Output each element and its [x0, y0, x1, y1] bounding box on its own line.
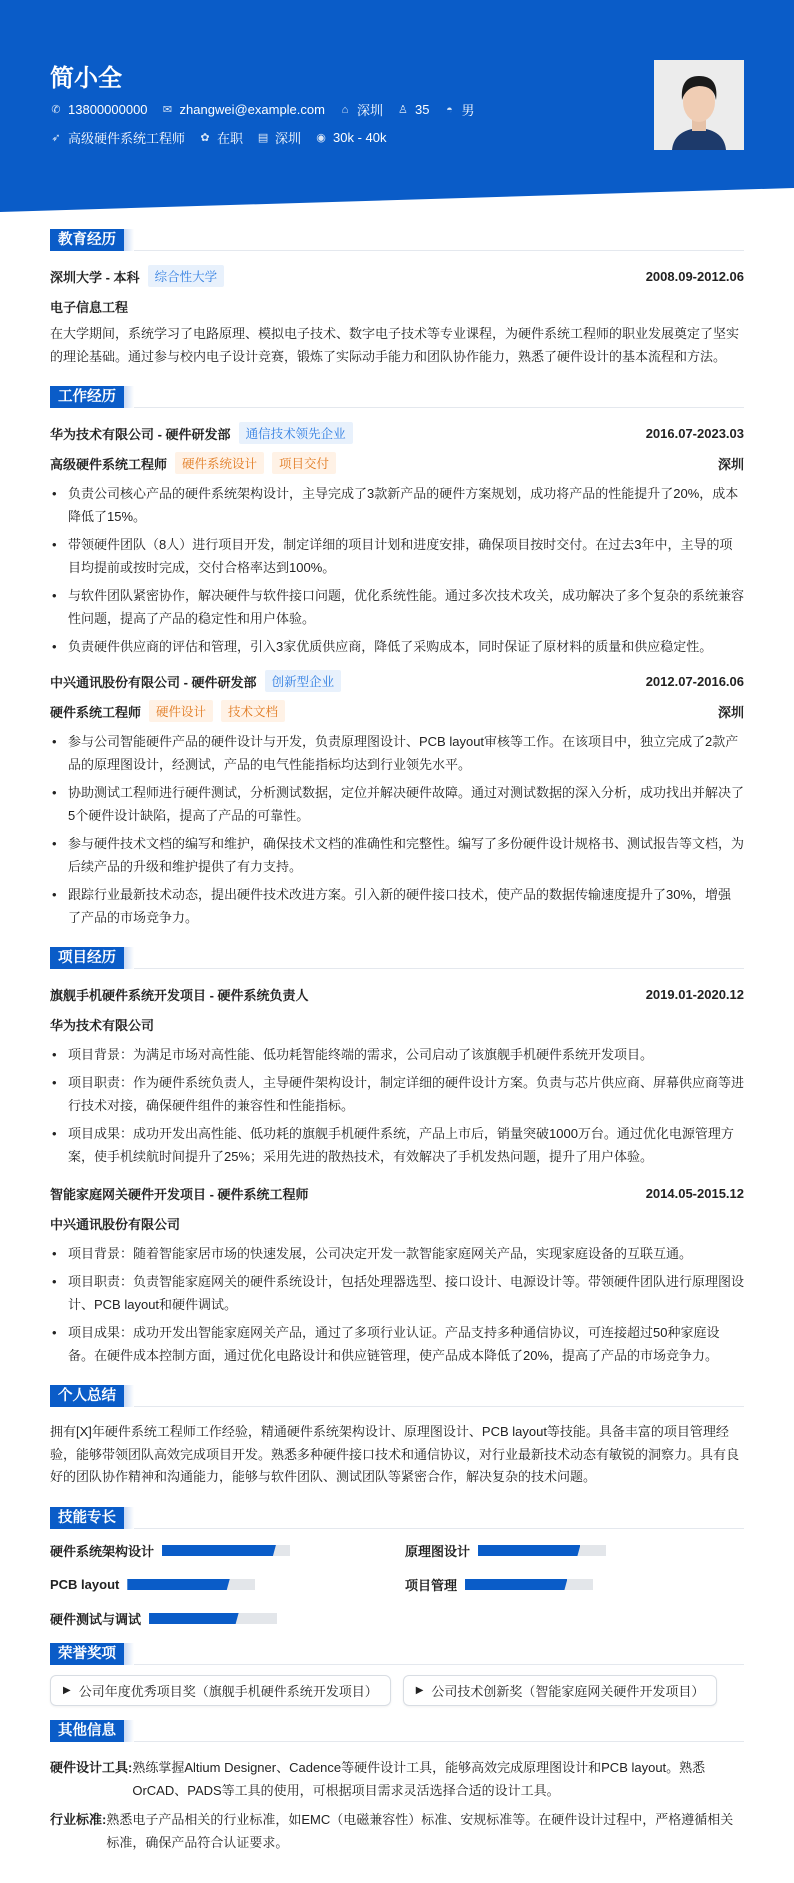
salary: 30k - 40k: [333, 130, 387, 145]
education-date: 2008.09-2012.06: [645, 268, 744, 284]
status: 在职: [217, 131, 244, 146]
education-header: [50, 261, 744, 291]
section-title: 其他信息: [50, 1720, 124, 1742]
bullet-item: • 项目职责：作为硬件系统负责人，主导硬件架构设计，制定详细的硬件设计方案。负责与芯片供应商、屏幕供应商等进行技术对接，确保硬件组件的兼容性和性能指标。: [50, 1071, 744, 1117]
project-company: 华为技术有限公司: [50, 1017, 155, 1033]
bullet-item: • 跟踪行业最新技术动态，提出硬件技术改进方案。引入新的硬件接口技术，使产品的数据传输速度提升了30%，增强了产品的市场竞争力。: [50, 883, 744, 929]
age-icon: ♙: [398, 104, 408, 116]
work-left: [50, 422, 353, 444]
bullet-item: • 协助测试工程师进行硬件测试，分析测试数据，定位并解决硬件故障。通过对测试数据的深入分析，成功找出并解决了5个硬件设计缺陷，提高了产品的可靠性。: [50, 781, 744, 827]
award-item: [403, 1675, 718, 1706]
building-icon: ▤: [257, 132, 269, 144]
skill-name: PCB layout: [50, 1577, 120, 1592]
bullet-item: • 负责硬件供应商的评估和管理，引入3家优质供应商，降低了采购成本，同时保证了原材料的质量和供应稳定性。: [50, 635, 744, 658]
job-title: 硬件系统工程师: [50, 704, 142, 720]
skill-tag: 项目交付: [272, 452, 336, 474]
bullet-item: • 带领硬件团队（8人）进行项目开发，制定详细的项目计划和进度安排，确保项目按时交付。在过去3年中，主导的项目均提前或按时完成，交付合格率达到100%。: [50, 533, 744, 579]
skill-tag: 硬件系统设计: [175, 452, 264, 474]
home-icon: ⌂: [341, 103, 349, 116]
bullet-item: • 项目职责：负责智能家庭网关的硬件系统设计，包括处理器选型、接口设计、电源设计等。带领硬件团队进行原理图设计、PCB layout和硬件调试。: [50, 1270, 744, 1316]
school-tag: 综合性大学: [148, 265, 225, 287]
bullet-item: • 项目背景：为满足市场对高性能、低功耗智能终端的需求，公司启动了该旗舰手机硬件系统开发项目。: [50, 1043, 744, 1066]
skill-tag: 技术文档: [221, 700, 285, 722]
other-label: 行业标准:: [50, 1811, 107, 1827]
gender: 男: [461, 103, 475, 118]
work-title-row: [50, 696, 744, 726]
section-title: 项目经历: [50, 947, 124, 969]
section-education: [50, 229, 744, 251]
bullet-item: • 参与公司智能硬件产品的硬件设计与开发，负责原理图设计、PCB layout审核等工作。在该项目中，独立完成了2款产品的原理图设计，经测试，产品的电气性能指标均达到行业领先水平。: [50, 730, 744, 776]
send-icon: ➶: [51, 132, 61, 144]
company-tag: 创新型企业: [265, 670, 342, 692]
triangle-right-icon: ▶: [63, 1684, 71, 1696]
work-title-row: [50, 448, 744, 478]
section-title: 个人总结: [50, 1385, 124, 1407]
contact-row: [50, 100, 474, 119]
bullet-item: • 负责公司核心产品的硬件系统架构设计，主导完成了3款新产品的硬件方案规划，成功将产品的性能提升了20%，成本降低了15%。: [50, 482, 744, 528]
project-date: 2019.01-2020.12: [645, 986, 744, 1002]
company: 中兴通讯股份有限公司 - 硬件研发部: [50, 674, 257, 690]
other-info-item: [50, 1756, 744, 1802]
bullet-item: • 项目背景：随着智能家居市场的快速发展，公司决定开发一款智能家庭网关产品，实现家庭设备的互联互通。: [50, 1242, 744, 1265]
skill-item: [50, 1609, 405, 1629]
company: 华为技术有限公司 - 硬件研发部: [50, 426, 231, 442]
company-tag: 通信技术领先企业: [239, 422, 353, 444]
gender-icon: ◓: [446, 103, 453, 116]
section-title: 技能专长: [50, 1507, 124, 1529]
candidate-name: 简小全: [50, 65, 122, 92]
work-title-left: [50, 700, 285, 722]
job-title: 高级硬件系统工程师: [50, 456, 168, 472]
other-value: 熟悉电子产品相关的行业标准，如EMC（电磁兼容性）标准、安规标准等。在硬件设计过程中，严格遵循相关标准，确保产品符合认证要求。: [106, 1811, 734, 1850]
section-projects: [50, 947, 744, 969]
skill-bar: [465, 1579, 593, 1590]
award-name: 公司年度优秀项目奖（旗舰手机硬件系统开发项目）: [78, 1683, 378, 1699]
work-date: 2012.07-2016.06: [645, 673, 744, 689]
work-date: 2016.07-2023.03: [645, 425, 744, 441]
project-entry: [50, 979, 744, 1168]
work-city: 深圳: [717, 456, 744, 472]
section-title: 荣誉奖项: [50, 1643, 124, 1665]
work-header: [50, 418, 744, 448]
skill-tag: 硬件设计: [149, 700, 213, 722]
project-bullets: [50, 1242, 744, 1367]
section-skills: [50, 1507, 744, 1529]
skill-bar-fill: [149, 1613, 239, 1624]
section-title: 教育经历: [50, 229, 124, 251]
work-entry: [50, 666, 744, 929]
skill-bar: [127, 1579, 255, 1590]
project-company: 中兴通讯股份有限公司: [50, 1216, 181, 1232]
section-awards: [50, 1643, 744, 1665]
project-bullets: [50, 1043, 744, 1168]
skill-name: 项目管理: [405, 1578, 458, 1593]
project-header: [50, 1178, 744, 1208]
project-name: 旗舰手机硬件系统开发项目 - 硬件系统负责人: [50, 987, 309, 1003]
work-title-left: [50, 452, 336, 474]
project-date: 2014.05-2015.12: [645, 1185, 744, 1201]
bullet-item: • 与软件团队紧密协作，解决硬件与软件接口问题，优化系统性能。通过多次技术攻关，成功解决了多个复杂的系统兼容性问题，提高了产品的稳定性和用户体验。: [50, 584, 744, 630]
mail-icon: ✉: [162, 104, 173, 116]
skill-bar-fill: [162, 1545, 276, 1556]
salary-icon: ◉: [316, 132, 326, 144]
skill-bar: [149, 1613, 277, 1624]
summary-text: 拥有[X]年硬件系统工程师工作经验，精通硬件系统架构设计、原理图设计、PCB layout等技能。具备丰富的项目管理经验，能够带领团队高效完成项目开发。熟悉多种硬件接口技术和通信协议，对行业最新技术动态有敏锐的洞察力。具有良好的团队协作精神和沟通能力，能够与软件团队、测试团队等紧密合作，解决复杂的技术问题。: [50, 1424, 740, 1484]
status-icon: ✿: [200, 132, 210, 144]
age: 35: [414, 102, 430, 117]
skill-item: [50, 1541, 405, 1561]
major: 电子信息工程: [50, 299, 129, 315]
skill-bar: [162, 1545, 290, 1556]
other-info-item: [50, 1808, 744, 1854]
education-desc: 在大学期间，系统学习了电路原理、模拟电子技术、数字电子技术等专业课程，为硬件系统工程师的职业发展奠定了坚实的理论基础。通过参与校内电子设计竞赛，锻炼了实际动手能力和团队协作能力，熟悉了硬件设计的基本流程和方法。: [50, 326, 740, 364]
skill-bar-fill: [127, 1579, 229, 1590]
resume-body: [50, 229, 744, 1860]
work-bullets: [50, 730, 744, 929]
phone: 13800000000: [68, 102, 148, 117]
city: 深圳: [356, 103, 383, 118]
award-name: 公司技术创新奖（智能家庭网关硬件开发项目）: [431, 1683, 705, 1699]
project-name: 智能家庭网关硬件开发项目 - 硬件系统工程师: [50, 1186, 309, 1202]
skill-name: 原理图设计: [405, 1544, 471, 1559]
job-intent-row: [50, 128, 387, 147]
skill-bar: [478, 1545, 606, 1556]
work-bullets: [50, 482, 744, 658]
work-header: [50, 666, 744, 696]
email[interactable]: zhangwei@example.com: [179, 102, 325, 117]
skill-bar-fill: [478, 1545, 580, 1556]
project-entry: [50, 1178, 744, 1367]
skill-item: [405, 1541, 744, 1561]
skill-bar-fill: [465, 1579, 567, 1590]
bullet-item: • 项目成果：成功开发出智能家庭网关产品，通过了多项行业认证。产品支持多种通信协议，可连接超过50种家庭设备。在硬件成本控制方面，通过优化电路设计和供应链管理，使产品成本降低了20%，提高了产品的市场竞争力。: [50, 1321, 744, 1367]
section-other: [50, 1720, 744, 1742]
work-left: [50, 670, 341, 692]
section-title: 工作经历: [50, 386, 124, 408]
other-value: 熟练掌握Altium Designer、Cadence等硬件设计工具，能够高效完成原理图设计和PCB layout。熟悉OrCAD、PADS等工具的使用，可根据项目需求灵活选择合适的设计工具。: [132, 1759, 706, 1798]
skill-item: [405, 1575, 744, 1595]
award-item: [50, 1675, 391, 1706]
school: 深圳大学 - 本科: [50, 269, 140, 285]
triangle-right-icon: ▶: [415, 1684, 424, 1696]
phone-icon: ✆: [51, 104, 61, 116]
bullet-item: • 参与硬件技术文档的编写和维护，确保技术文档的准确性和完整性。编写了多份硬件设计规格书、测试报告等文档，为后续产品的升级和维护提供了有力支持。: [50, 832, 744, 878]
section-work: [50, 386, 744, 408]
skill-name: 硬件系统架构设计: [50, 1544, 155, 1559]
project-header: [50, 979, 744, 1009]
section-summary: [50, 1385, 744, 1407]
skill-name: 硬件测试与调试: [50, 1612, 142, 1627]
avatar-photo: [654, 60, 744, 150]
other-label: 硬件设计工具:: [50, 1759, 133, 1775]
position: 高级硬件系统工程师: [68, 131, 186, 146]
work-city: 深圳: [717, 704, 744, 720]
work-entry: [50, 418, 744, 658]
skill-item: [50, 1575, 405, 1595]
work-city: 深圳: [275, 131, 302, 146]
bullet-item: • 项目成果：成功开发出高性能、低功耗的旗舰手机硬件系统，产品上市后，销量突破1000万台。通过优化电源管理方案，使手机续航时间提升了25%；采用先进的散热技术，有效解决了手机发热问题，提升了用户体验。: [50, 1122, 744, 1168]
